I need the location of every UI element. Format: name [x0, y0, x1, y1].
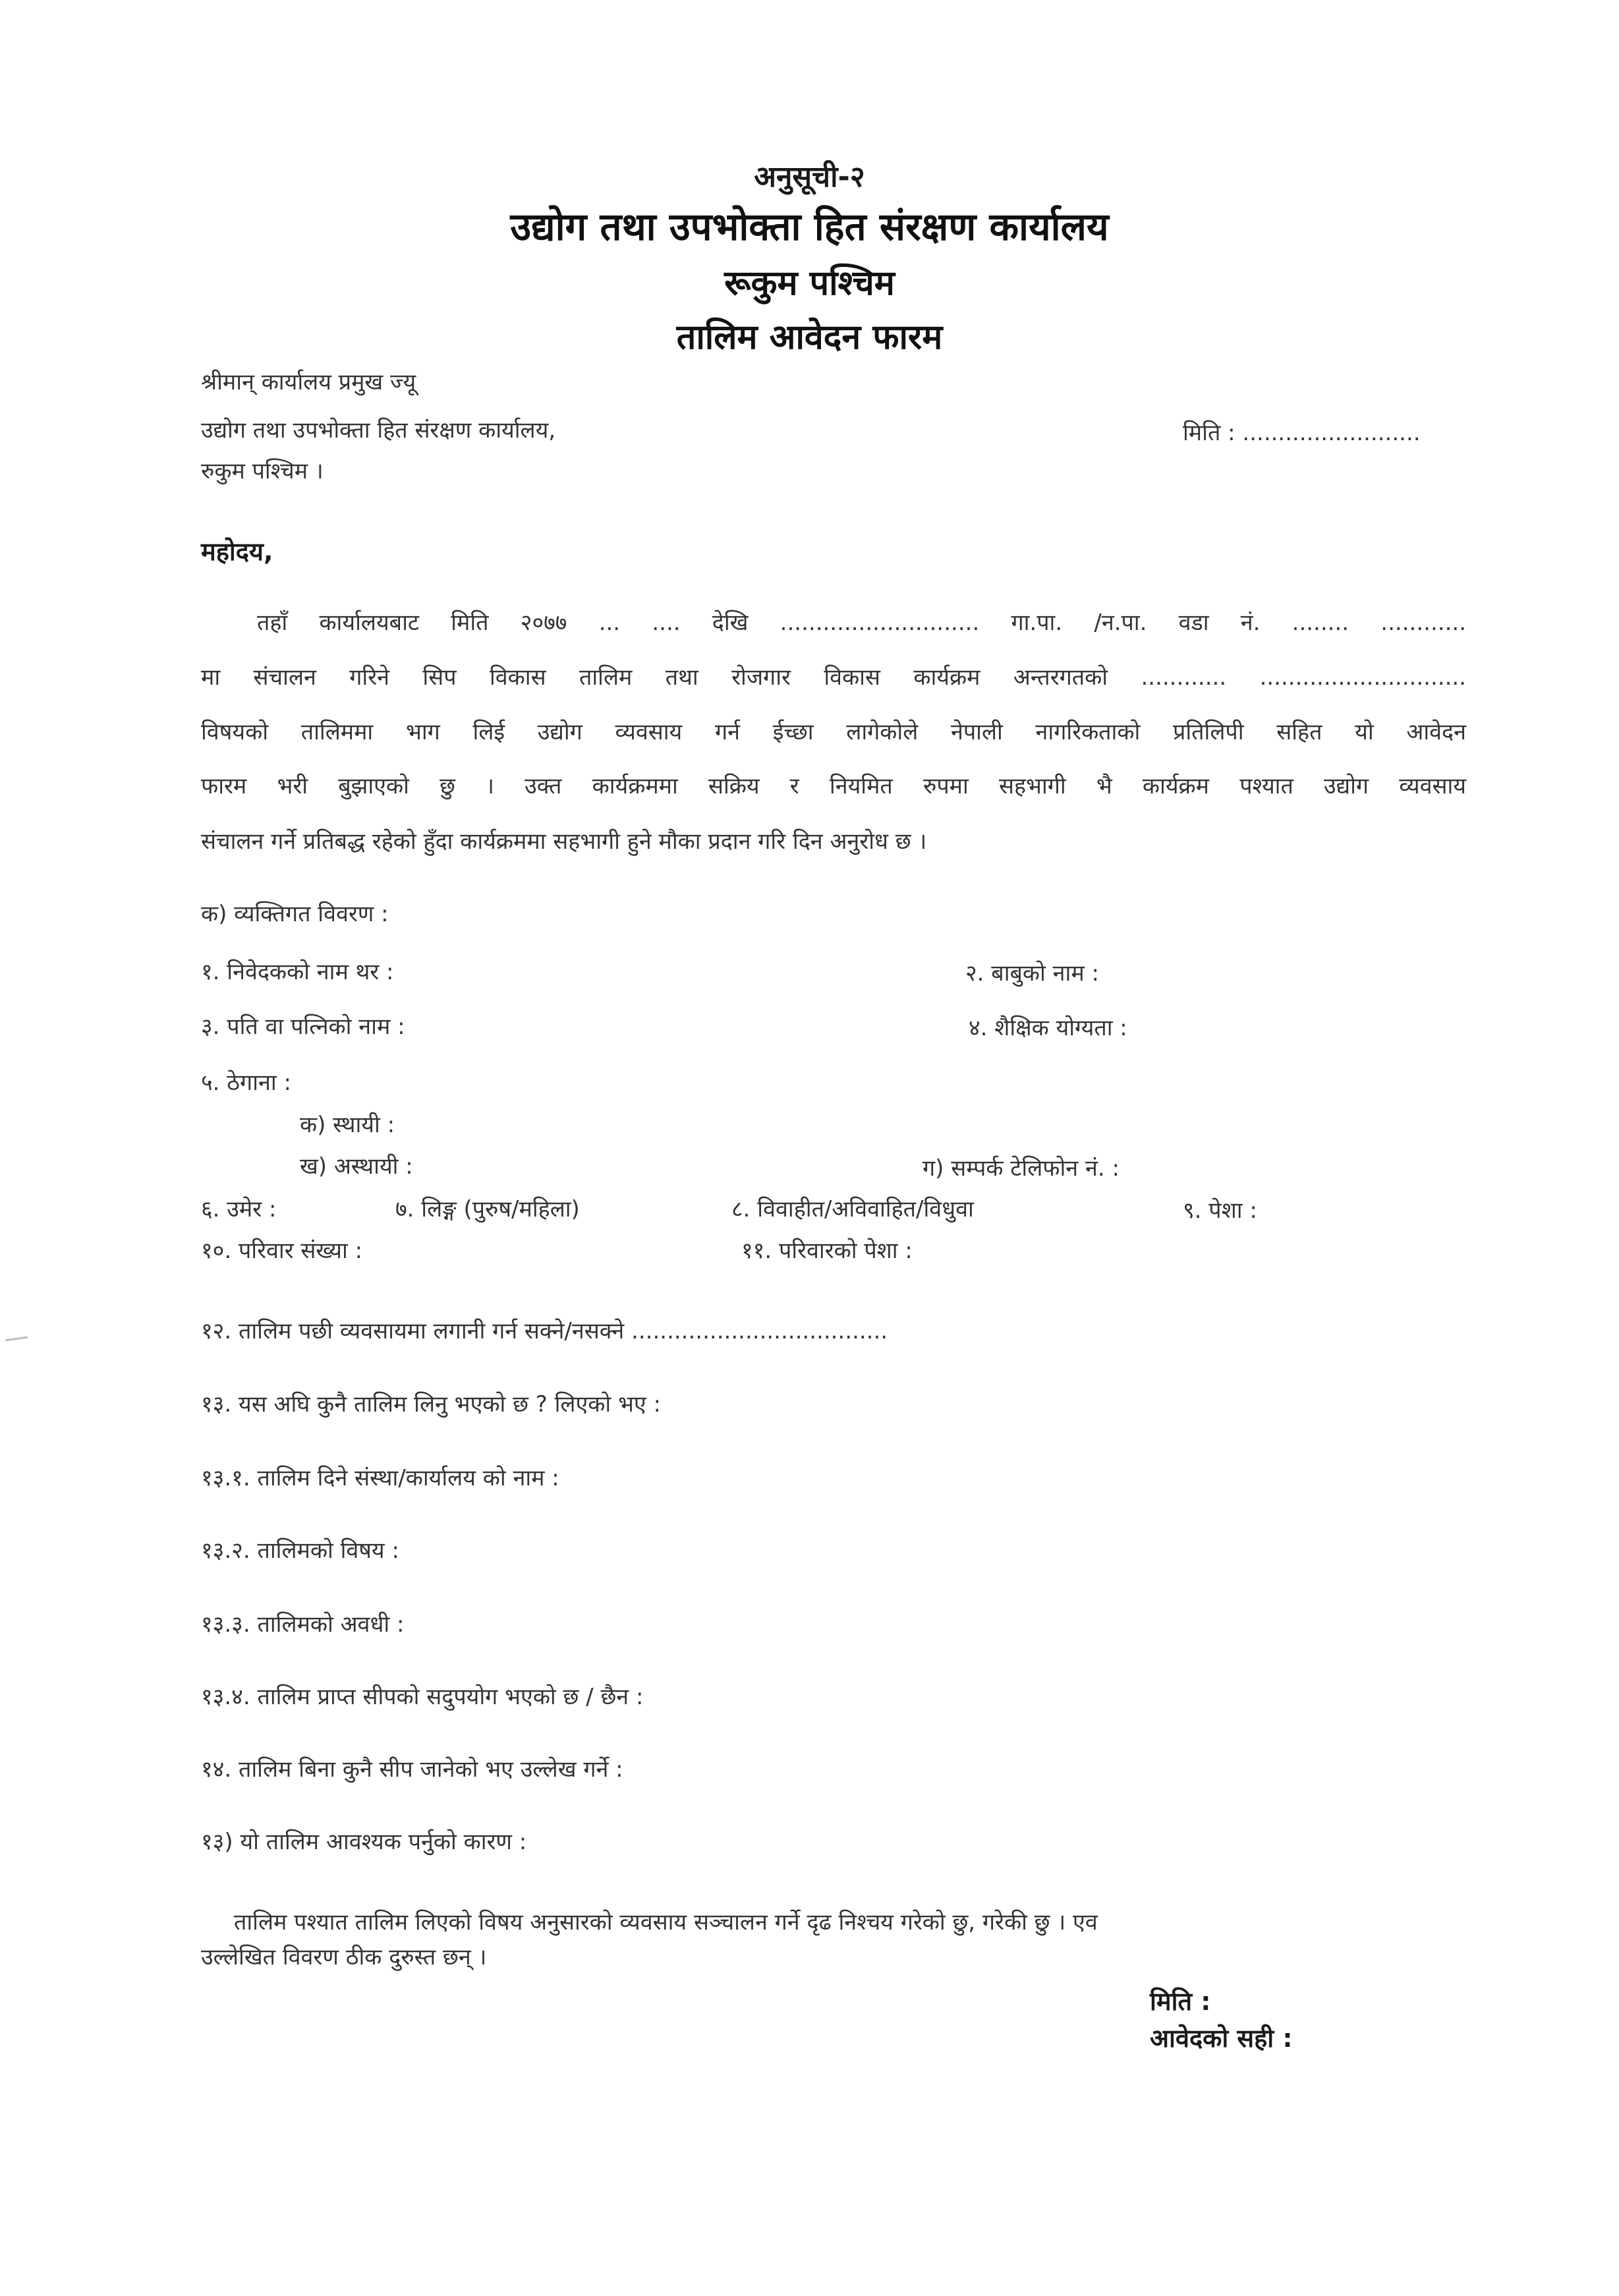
- date-field: मिति : .........................: [1183, 420, 1421, 446]
- education-field: ४. शैक्षिक योग्यता :: [969, 1015, 1127, 1041]
- father-name-field: २. बाबुको नाम :: [965, 960, 1099, 987]
- body-line-1: तहाँ कार्यालयबाट मिति २०७७ ... .... देखि ............................ गा.पा. /न.पा. वडा नं. ........ ............: [257, 610, 1466, 636]
- question-13-2: १३.२. तालिमको विषय :: [201, 1537, 399, 1564]
- question-15: १३) यो तालिम आवश्यक पर्नुको कारण :: [201, 1829, 527, 1855]
- district-title: रूकुम पश्चिम: [724, 264, 895, 303]
- applicant-signature: आवेदको सही :: [1150, 2024, 1293, 2053]
- age-field: ६. उमेर :: [201, 1196, 277, 1222]
- marital-status-field: ८. विवाहीत/अविवाहित/विधुवा: [731, 1196, 974, 1222]
- family-occupation-field: ११. परिवारको पेशा :: [741, 1238, 913, 1264]
- declaration-line-1: तालिम पश्यात तालिम लिएको विषय अनुसारको व्यवसाय सञ्चालन गर्ने दृढ निश्चय गरेको छु, गरेकी छु । एव: [234, 1909, 1098, 1936]
- spouse-name-field: ३. पति वा पत्निको नाम :: [201, 1014, 405, 1040]
- permanent-address-field: क) स्थायी :: [300, 1112, 395, 1138]
- body-line-3: विषयको तालिममा भाग लिई उद्योग व्यवसाय गर्न ईच्छा लागेकोले नेपाली नागरिकताको प्रतिलिपी सहित यो आवेदन: [201, 719, 1466, 745]
- address-heading: ५. ठेगाना :: [201, 1070, 291, 1096]
- schedule-number: अनुसूची-२: [754, 160, 865, 194]
- body-line-5: संचालन गर्ने प्रतिबद्ध रहेको हुँदा कार्यक्रममा सहभागी हुने मौका प्रदान गरि दिन अनुरोध छ ।: [201, 828, 927, 855]
- question-14: १४. तालिम बिना कुनै सीप जानेको भए उल्लेख गर्ने :: [201, 1756, 623, 1783]
- signature-date: मिति :: [1150, 1987, 1211, 2016]
- personal-details-heading: क) व्यक्तिगत विवरण :: [201, 901, 389, 927]
- body-line-4: फारम भरी बुझाएको छु । उक्त कार्यक्रममा सक्रिय र नियमित रुपमा सहभागी भै कार्यक्रम पश्यात उद्योग व्यवसाय: [201, 773, 1466, 799]
- declaration-line-2: उल्लेखित विवरण ठीक दुरुस्त छन् ।: [201, 1944, 487, 1970]
- question-13-4: १३.४. तालिम प्राप्त सीपको सदुपयोग भएको छ / छैन :: [201, 1684, 644, 1710]
- applicant-name-field: १. निवेदकको नाम थर :: [201, 959, 394, 985]
- question-13-3: १३.३. तालिमको अवधी :: [201, 1611, 405, 1638]
- family-size-field: १०. परिवार संख्या :: [201, 1238, 363, 1264]
- office-address-line: उद्योग तथा उपभोक्ता हित संरक्षण कार्यालय,: [201, 417, 556, 444]
- temporary-address-field: ख) अस्थायी :: [300, 1153, 413, 1180]
- office-title: उद्योग तथा उपभोक्ता हित संरक्षण कार्यालय: [510, 204, 1109, 249]
- question-13-1: १३.१. तालिम दिने संस्था/कार्यालय को नाम :: [201, 1465, 559, 1491]
- form-title: तालिम आवेदन फारम: [676, 318, 943, 357]
- gender-field: ७. लिङ्ग (पुरुष/महिला): [395, 1196, 580, 1222]
- phone-field: ग) सम्पर्क टेलिफोन नं. :: [923, 1155, 1120, 1182]
- district-address-line: रुकुम पश्चिम ।: [201, 458, 324, 484]
- body-line-2: मा संचालन गरिने सिप विकास तालिम तथा रोजगार विकास कार्यक्रम अन्तरगतको ............ .............................: [201, 664, 1466, 691]
- scan-mark: [5, 1336, 28, 1342]
- salutation: महोदय,: [201, 537, 273, 566]
- occupation-field: ९. पेशा :: [1183, 1197, 1257, 1224]
- recipient-line: श्रीमान् कार्यालय प्रमुख ज्यू: [201, 369, 416, 395]
- question-13: १३. यस अघि कुनै तालिम लिनु भएको छ ? लिएको भए :: [201, 1391, 661, 1418]
- question-12: १२. तालिम पछी व्यवसायमा लगानी गर्न सक्ने/नसक्ने ....................................: [201, 1318, 888, 1344]
